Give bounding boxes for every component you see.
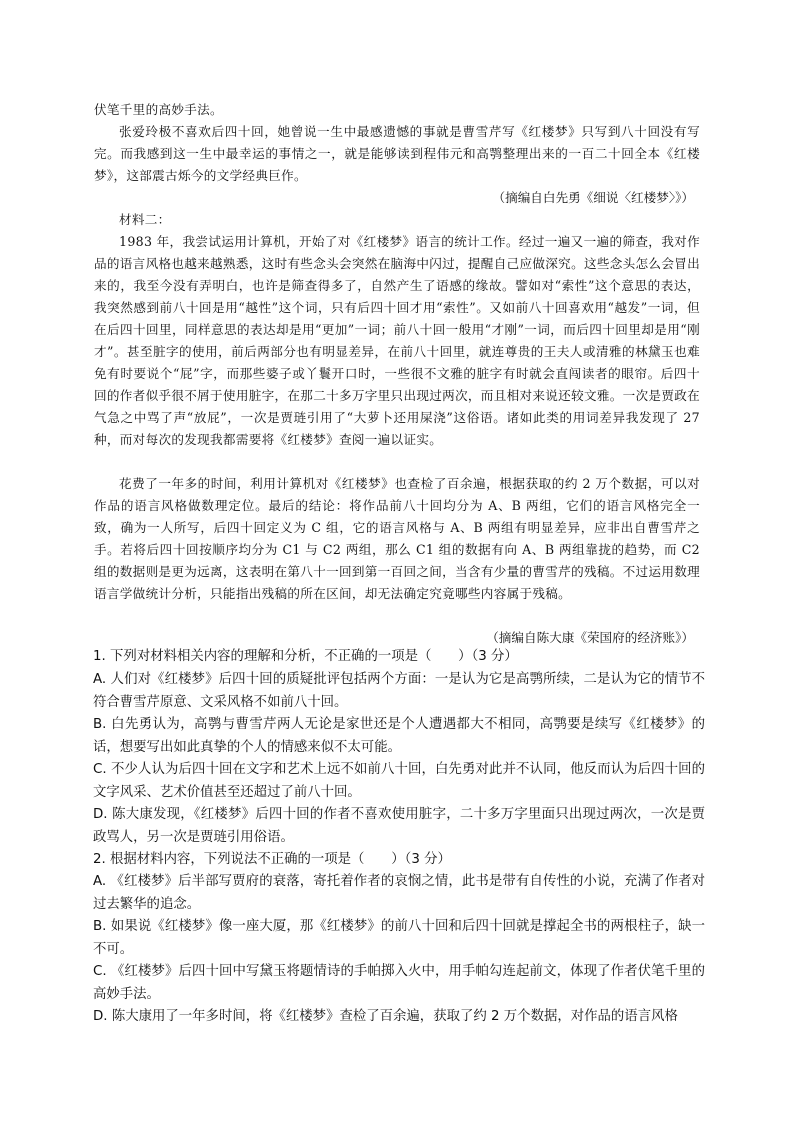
question1-option-b: B. 白先勇认为，高鹗与曹雪芹两人无论是家世还是个人遭遇都大不相同，高鹗要是续写《红楼梦》的话，想要写出如此真挚的个人的情感来似不太可能。 <box>93 717 705 755</box>
question1-option-a: A. 人们对《红楼梦》后四十回的质疑批评包括两个方面：一是认为它是高鹗所续，二是认为它的情节不符合曹雪芹原意、文采风格不如前八十回。 <box>93 672 705 710</box>
material2-heading: 材料二： <box>119 212 171 227</box>
material1-paragraph: 张爱玲极不喜欢后四十回，她曾说一生中最感遗憾的事就是曹雪芹写《红楼梦》只写到八十回没有写完。而我感到这一生中最幸运的事情之一，就是能够读到程伟元和高鹗整理出来的一百二十回全本《红楼梦》，这部震古烁今的文学经典巨作。 <box>94 124 700 183</box>
material2-paragraph-1: 1983 年，我尝试运用计算机，开始了对《红楼梦》语言的统计工作。经过一遍又一遍的筛查，我对作品的语言风格也越来越熟悉，这时有些念头会突然在脑海中闪过，提醒自己应做深究。这些念头怎么会冒出来的，我至今没有弄明白，也许是筛查得多了，自然产生了语感的缘故。譬如对“索性”这个意思的表达，我突然感到前八十回是用“越性”这个词，只有后四十回才用“索性”。又如前八十回喜欢用“越发”一词，但在后四十回里，同样意思的表达却是用“更加”一词；前八十回一般用“才刚”一词，而后四十回里却是用“刚才”。甚至脏字的使用，前后两部分也有明显差异，在前八十回里，就连尊贵的王夫人或清雅的林黛玉也难免有时要说个“屁”字，而那些婆子或丫鬟开口时，一些很不文雅的脏字有时就会直闯读者的眼帘。后四十回的作者似乎很不屑于使用脏字，在那二十多万字里只出现过两次，而且相对来说还较文雅。一次是贾政在气急之中骂了声“放屁”，一次是贾琏引用了“大萝卜还用屎浇”这俗语。诸如此类的用词差异我发现了 27 种，而对每次的发现我都需要将《红楼梦》查阅一遍以证实。 <box>94 234 701 447</box>
question1-option-c: C. 不少人认为后四十回在文字和艺术上远不如前八十回，白先勇对此并不认同，他反而认为后四十回的文字风采、艺术价值甚至还超过了前八十回。 <box>93 762 705 800</box>
question2-option-c: C. 《红楼梦》后四十回中写黛玉将题情诗的手帕掷入火中，用手帕勾连起前文，体现了作者伏笔千里的高妙手法。 <box>93 964 705 1002</box>
material1-citation: （摘编自白先勇《细说〈红楼梦〉》） <box>492 190 694 205</box>
question1-stem: 1. 下列对材料相关内容的理解和分析，不正确的一项是（ ）（3 分） <box>93 649 518 664</box>
material2-citation: （摘编自陈大康《荣国府的经济账》） <box>486 630 694 645</box>
question2-option-a: A. 《红楼梦》后半部写贾府的衰落，寄托着作者的哀悯之情，此书是带有自传性的小说，充满了作者对过去繁华的追念。 <box>93 874 705 912</box>
material2-paragraph-2: 花费了一年多的时间，利用计算机对《红楼梦》也查检了百余遍，根据获取的约 2 万个数据，可以对作品的语言风格做数理定位。最后的结论：将作品前八十回均分为 A、B 两组，它们的语言风格完全一致，确为一人所写，后四十回定义为 C 组，它的语言风格与 A、B 两组有明显差异，应非出自曹雪芹之手。若将后四十回按顺序均分为 C1 与 C2 两组，那么 C1 组的数据有向 A、B 两组靠拢的趋势，而 C2 组的数据则是更为远离，这表明在第八十一回到第一百回之间，当含有少量的曹雪芹的残稿。不过运用数理语言学做统计分析，只能指出残稿的所在区间，却无法确定究竟哪些内容属于残稿。 <box>94 476 701 601</box>
question1-option-d: D. 陈大康发现，《红楼梦》后四十回的作者不喜欢使用脏字，二十多万字里面只出现过两次，一次是贾政骂人，另一次是贾琏引用俗语。 <box>93 807 705 845</box>
question2-stem: 2. 根据材料内容，下列说法不正确的一项是（ ）（3 分） <box>93 852 451 867</box>
material1-tail: 伏笔千里的高妙手法。 <box>94 102 223 117</box>
question2-option-b: B. 如果说《红楼梦》像一座大厦，那《红楼梦》的前八十回和后四十回就是撑起全书的两根柱子，缺一不可。 <box>93 919 705 957</box>
question2-option-d: D. 陈大康用了一年多时间，将《红楼梦》查检了百余遍，获取了约 2 万个数据，对作品的语言风格 <box>93 1009 678 1024</box>
